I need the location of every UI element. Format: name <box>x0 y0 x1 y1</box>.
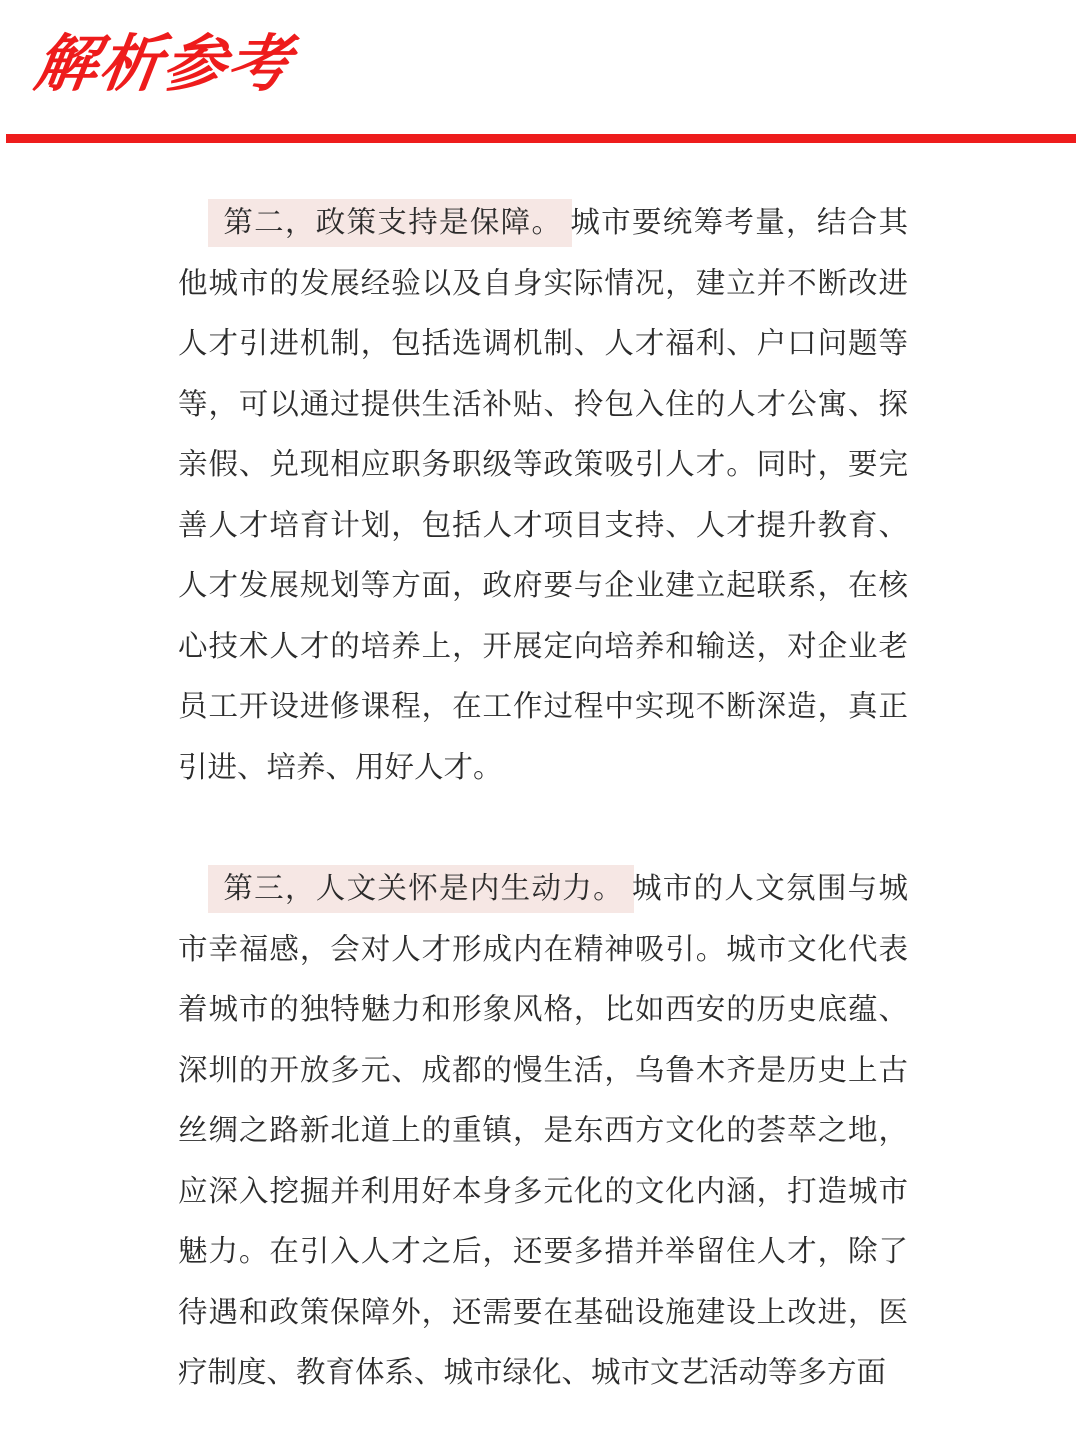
highlighted-lead-sentence: 第三，人文关怀是内生动力。 <box>208 865 634 913</box>
paragraph-body: 城市要统筹考量，结合其他城市的发展经验以及自身实际情况，建立并不断改进人才引进机制，包括选调机制、人才福利、户口问题等等，可以通过提供生活补贴、拎包入住的人才公寓、探亲假、兑现相应职务职级等政策吸引人才。同时，要完善人才培育计划，包括人才项目支持、人才提升教育、人才发展规划等方面，政府要与企业建立起联系，在核心技术人才的培养上，开展定向培养和输送，对企业老员工开设进修课程，在工作过程中实现不断深造，真正引进、培养、用好人才。 <box>178 205 908 784</box>
paragraph-humanistic-care <box>178 858 908 1403</box>
highlighted-lead-sentence: 第二，政策支持是保障。 <box>208 199 572 247</box>
paragraph-policy-support <box>178 192 908 797</box>
title-divider <box>6 134 1076 143</box>
page-title: 解析参考 <box>30 27 297 100</box>
paragraph-body: 城市的人文氛围与城市幸福感，会对人才形成内在精神吸引。城市文化代表着城市的独特魅力和形象风格，比如西安的历史底蕴、深圳的开放多元、成都的慢生活，乌鲁木齐是历史上古丝绸之路新北道上的重镇，是东西方文化的荟萃之地，应深入挖掘并利用好本身多元化的文化内涵，打造城市魅力。在引入人才之后，还要多措并举留住人才，除了待遇和政策保障外，还需要在基础设施建设上改进，医疗制度、教育体系、城市绿化、城市文艺活动等多方面 <box>178 871 908 1389</box>
